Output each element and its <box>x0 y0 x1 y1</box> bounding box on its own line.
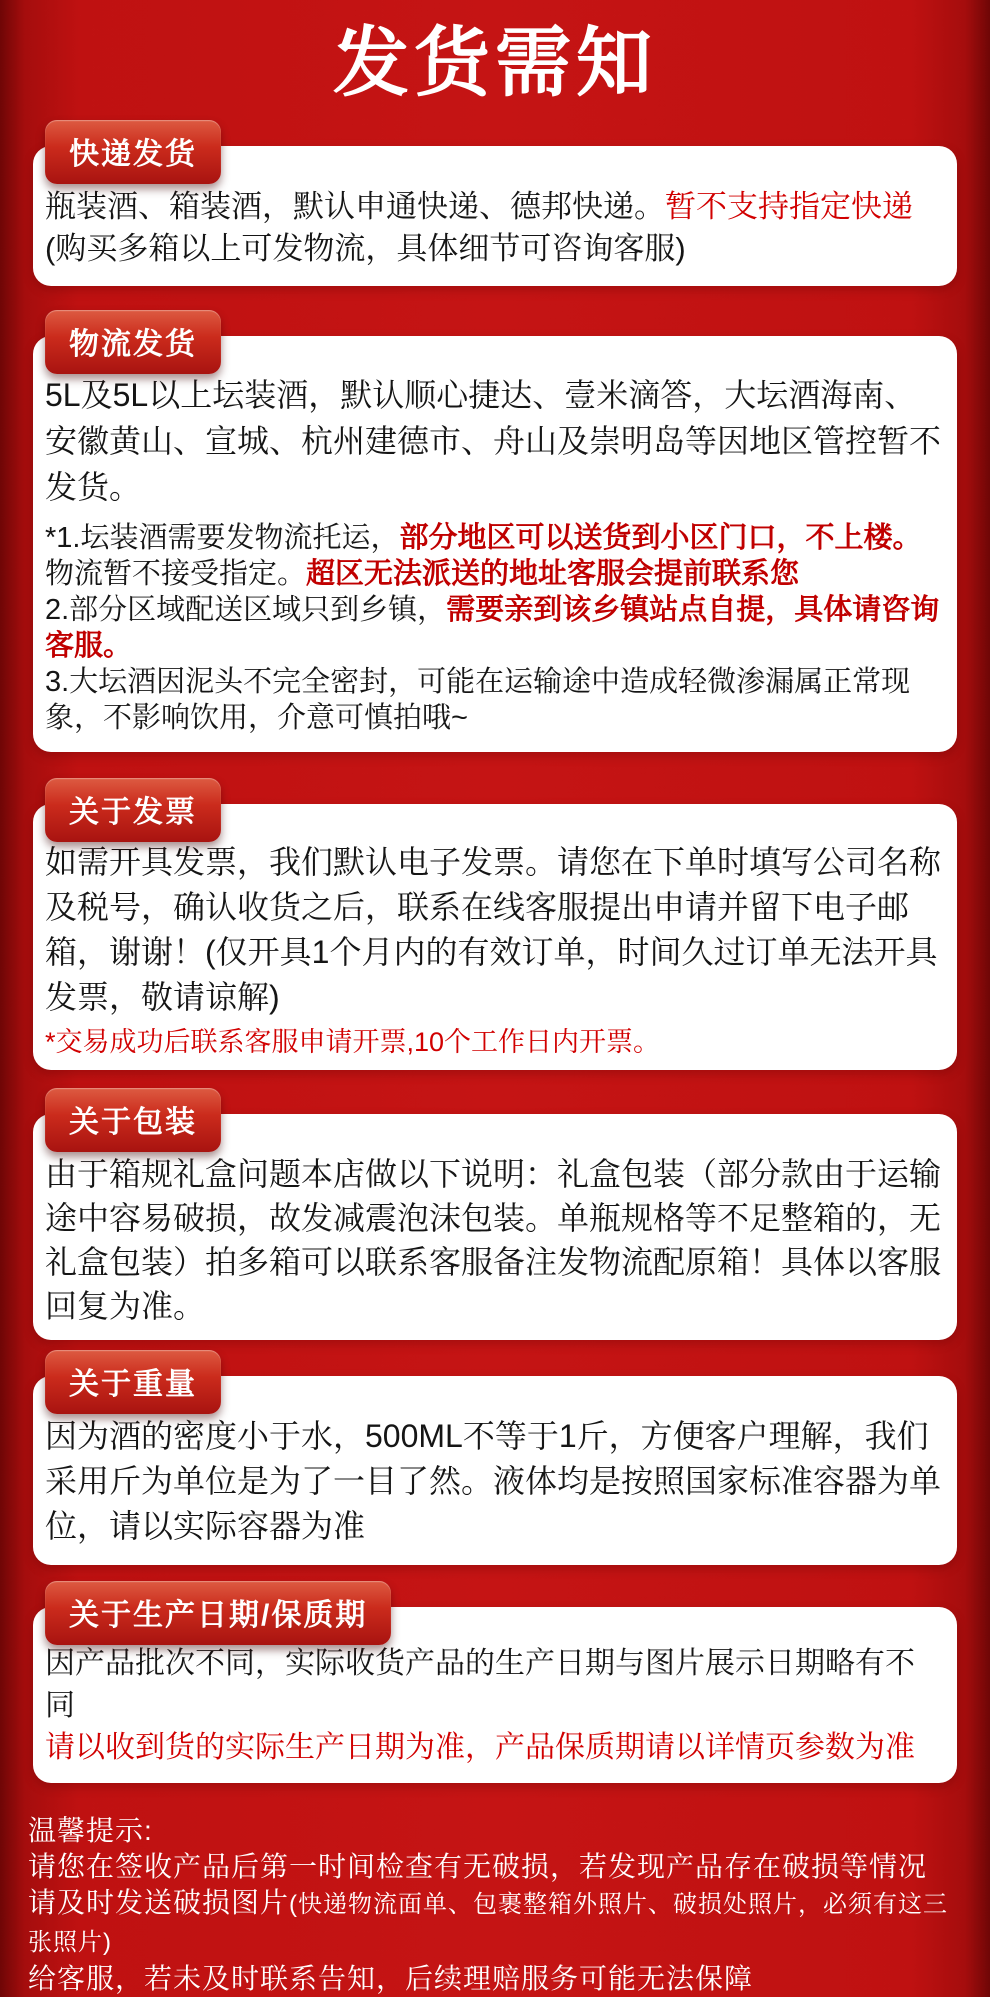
express-line1-red: 暂不支持指定快递 <box>665 189 913 224</box>
logistics-note3: 3.大坛酒因泥头不完全密封，可能在运输途中造成轻微渗漏属正常现象，不影响饮用，介意可慎拍哦~ <box>45 666 911 734</box>
section-weight <box>33 1368 957 1565</box>
page-title: 发货需知 <box>333 21 657 106</box>
invoice-red-note: *交易成功后联系客服申请开票,10个工作日内开票。 <box>45 1027 661 1057</box>
logistics-note2-a: 2.部分区域配送区域只到乡镇， <box>45 594 447 626</box>
section-production-date <box>33 1599 957 1783</box>
production-date-line-black: 因产品批次不同，实际收货产品的生产日期与图片展示日期略有不同 <box>45 1647 915 1722</box>
section-packaging <box>33 1106 957 1340</box>
production-date-line-red: 请以收到货的实际生产日期为准，产品保质期请以详情页参数为准 <box>45 1731 915 1764</box>
logistics-note1-a: *1.坛装酒需要发物流托运， <box>45 522 400 554</box>
footer-line2 <box>28 1885 962 1961</box>
logistics-note1-d: 超区无法派送的地址客服会提前联系您 <box>306 558 800 590</box>
section-invoice <box>33 796 957 1070</box>
footer-tips <box>0 1813 990 1997</box>
express-line1-black: 瓶装酒、箱装酒，默认申通快递、德邦快递。 <box>45 189 665 224</box>
production-date-badge: 关于生产日期/保质期 <box>45 1581 391 1645</box>
packaging-body: 由于箱规礼盒问题本店做以下说明：礼盒包装（部分款由于运输途中容易破损，故发减震泡沫包装。单瓶规格等不足整箱的，无礼盒包装）拍多箱可以联系客服备注发物流配原箱！具体以客服回复为准。 <box>45 1156 942 1324</box>
invoice-badge: 关于发票 <box>45 778 221 842</box>
invoice-card <box>33 804 957 1070</box>
packaging-badge: 关于包装 <box>45 1088 221 1152</box>
section-logistics <box>33 328 957 752</box>
footer-line2-main: 请及时发送破损图片 <box>28 1887 290 1918</box>
logistics-note1-c: 物流暂不接受指定。 <box>45 558 307 590</box>
logistics-note2-b: 需要亲到该乡镇站点自提，具体请咨询客服。 <box>45 594 940 662</box>
footer-line3: 给客服，若未及时联系告知，后续理赔服务可能无法保障 <box>28 1963 754 1994</box>
footer-line2-paren: (快递物流面单、包裹整箱外照片、破损处照片，必须有这三张照片) <box>28 1891 949 1956</box>
logistics-notes <box>45 520 941 736</box>
logistics-note1-b: 部分地区可以送货到小区门口，不上楼。 <box>399 522 922 554</box>
express-line1 <box>45 186 941 228</box>
footer-title: 温馨提示: <box>28 1815 153 1846</box>
invoice-body: 如需开具发票，我们默认电子发票。请您在下单时填写公司名称及税号，确认收货之后，联系在线客服提出申请并留下电子邮箱，谢谢！(仅开具1个月内的有效订单，时间久过订单无法开具发票，敬请谅解) <box>45 844 942 1015</box>
weight-body: 因为酒的密度小于水，500ML不等于1斤，方便客户理解，我们采用斤为单位是为了一目了然。液体均是按照国家标准容器为单位，请以实际容器为准 <box>45 1418 942 1544</box>
logistics-lead: 5L及5L以上坛装酒，默认顺心捷达、壹米滴答，大坛酒海南、安徽黄山、宣城、杭州建德市、舟山及崇明岛等因地区管控暂不发货。 <box>45 377 942 505</box>
express-badge: 快递发货 <box>45 120 221 184</box>
logistics-card <box>33 336 957 752</box>
express-line2: (购买多箱以上可发物流，具体细节可咨询客服) <box>45 231 686 266</box>
logistics-badge: 物流发货 <box>45 310 221 374</box>
weight-badge: 关于重量 <box>45 1350 221 1414</box>
footer-line1: 请您在签收产品后第一时间检查有无破损，若发现产品存在破损等情况 <box>28 1851 928 1882</box>
section-express <box>33 138 957 286</box>
